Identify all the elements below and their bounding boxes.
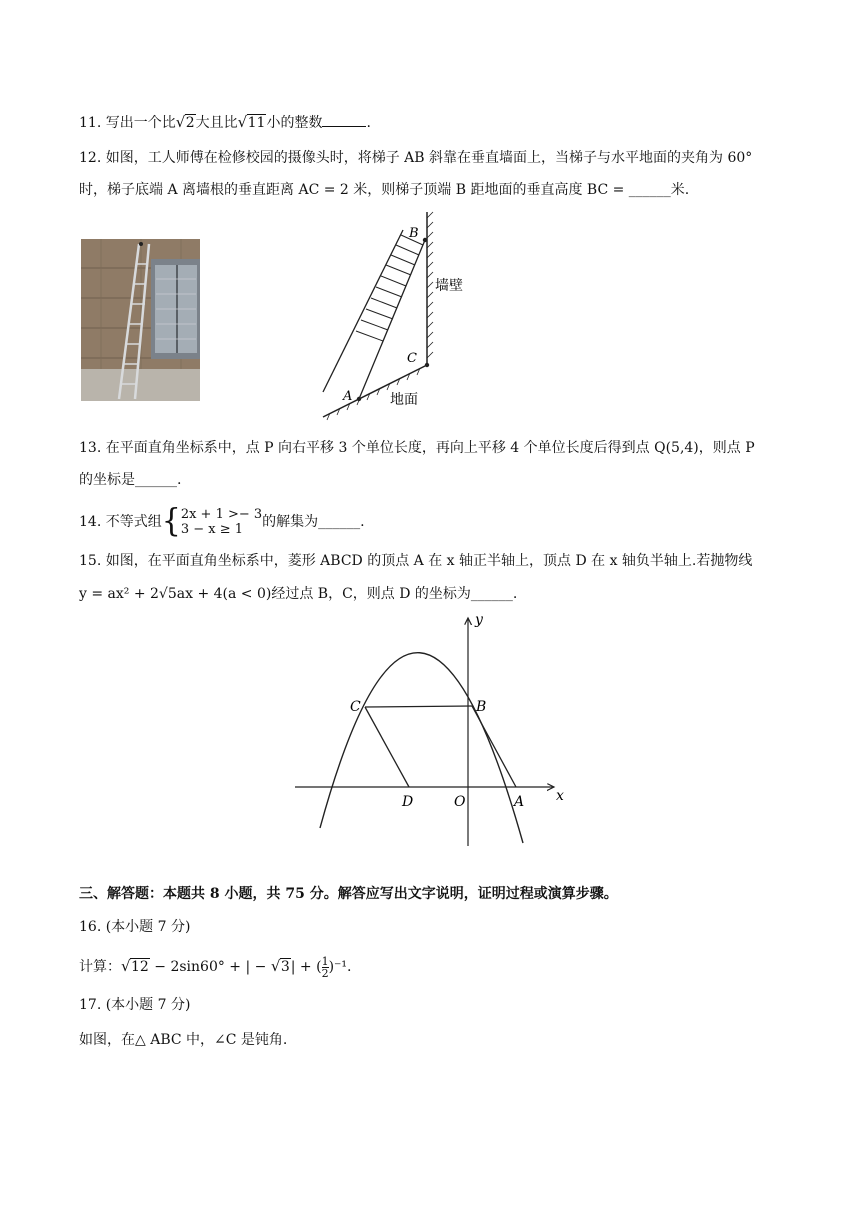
parabola-diagram — [292, 610, 572, 850]
label-O: O — [454, 794, 466, 810]
q11-end: . — [366, 115, 371, 131]
q14-suffix: 的解集为______. — [262, 514, 365, 530]
label-A: A — [514, 794, 525, 810]
q12-line1: 12. 如图，工人师傅在检修校园的摄像头时，将梯子 AB 斜靠在垂直墙面上，当梯子与水平地面的夹角为 60° — [79, 150, 753, 166]
label-wall: 墙壁 — [435, 278, 463, 294]
ladder-photo — [81, 239, 200, 401]
ladder-diagram — [315, 210, 485, 428]
q11-mid: 大且比 — [195, 115, 238, 131]
q17-head: 17. (本小题 7 分) — [79, 997, 191, 1013]
sqrt-3: √ 3 — [271, 954, 291, 980]
label-ground: 地面 — [390, 392, 418, 408]
label-A: A — [343, 389, 353, 404]
q13-line1: 13. 在平面直角坐标系中，点 P 向右平移 3 个单位长度，再向上平移 4 个单位长度后得到点 Q(5,4)，则点 P — [79, 440, 755, 456]
label-C: C — [350, 699, 361, 715]
inequality-system — [181, 507, 262, 537]
section-3-heading: 三、解答题：本题共 8 小题，共 75 分。解答应写出文字说明，证明过程或演算步骤。 — [79, 886, 618, 902]
q16-expression — [79, 954, 352, 980]
label-B: B — [409, 226, 419, 241]
label-C: C — [407, 351, 417, 366]
q16-mid2: | + ( — [290, 959, 322, 975]
q15-line1: 15. 如图，在平面直角坐标系中，菱形 ABCD 的顶点 A 在 x 轴正半轴上，顶点 D 在 x 轴负半轴上.若抛物线 — [79, 553, 753, 569]
label-y: y — [475, 612, 483, 628]
question-14 — [79, 505, 365, 539]
label-B: B — [476, 699, 487, 715]
answer-blank — [322, 114, 366, 127]
q14-prefix: 14. 不等式组 — [79, 514, 162, 530]
q11-suffix: 小的整数 — [266, 115, 323, 131]
left-brace: { — [161, 503, 181, 540]
q16-prefix: 计算： — [79, 959, 121, 975]
inequality-1: 2x + 1 >− 3 — [180, 507, 263, 522]
q17-body: 如图，在△ ABC 中，∠C 是钝角. — [79, 1032, 288, 1048]
sqrt-11: √ 11 — [238, 113, 267, 133]
q16-suffix: )⁻¹. — [328, 959, 352, 975]
q16-head: 16. (本小题 7 分) — [79, 919, 191, 935]
q11-prefix: 11. 写出一个比 — [79, 115, 176, 131]
q13-line2: 的坐标是______. — [79, 472, 182, 488]
question-11 — [79, 113, 371, 133]
sqrt-12: √ 12 — [121, 954, 150, 980]
sqrt-2: √ 2 — [176, 113, 196, 133]
inequality-2: 3 − x ≥ 1 — [180, 522, 244, 537]
label-D: D — [402, 794, 414, 810]
fraction-half: $\frac{1}{2}$ — [321, 954, 329, 980]
q16-mid1: − 2sin60° + | − — [149, 959, 271, 975]
q12-line2: 时，梯子底端 A 离墙根的垂直距离 AC = 2 米，则梯子顶端 B 距地面的垂直高度 BC = ______米. — [79, 182, 690, 198]
q15-line2: y = ax² + 2√5ax + 4(a < 0)经过点 B，C，则点 D 的坐标为______. — [79, 586, 518, 602]
label-x: x — [556, 788, 564, 804]
